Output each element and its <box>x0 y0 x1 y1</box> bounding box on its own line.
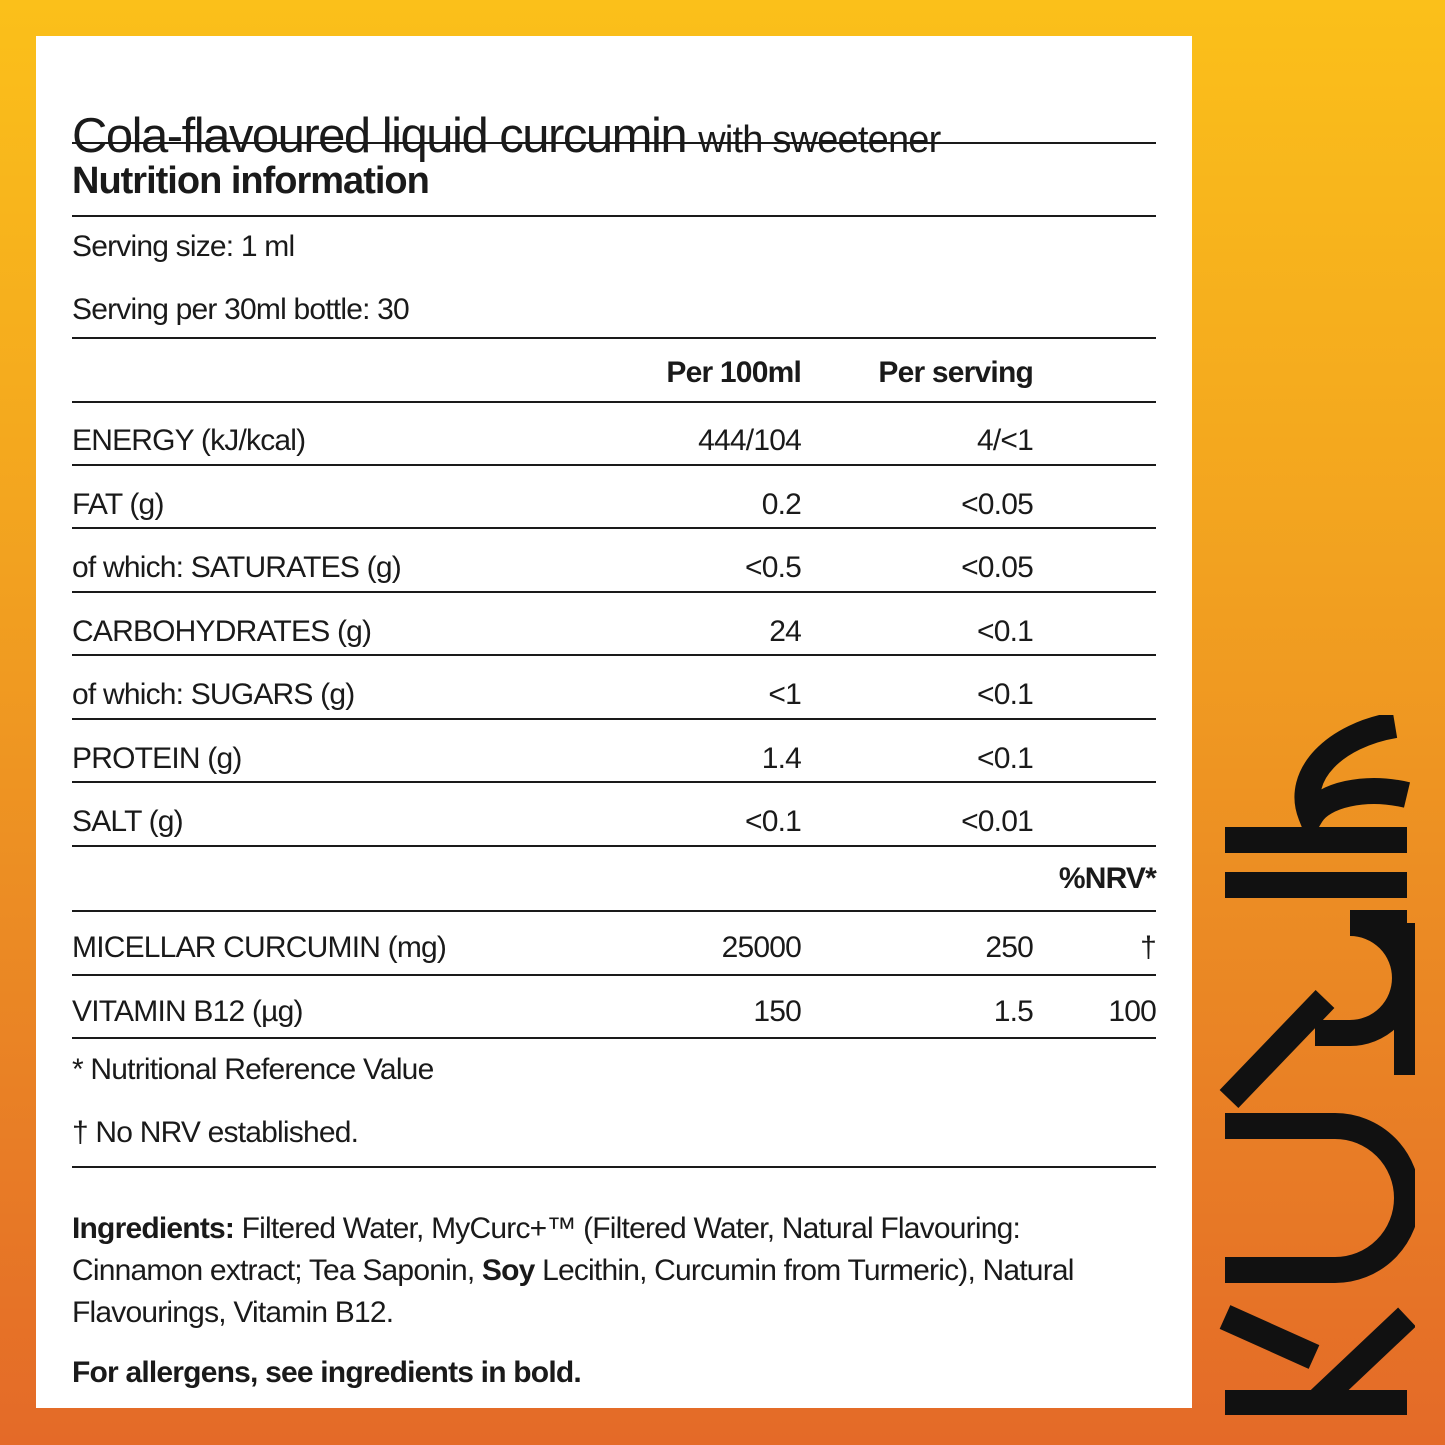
nutrition-panel <box>36 36 1192 1408</box>
divider <box>72 974 1156 976</box>
divider <box>72 1037 1156 1039</box>
divider <box>72 910 1156 912</box>
ingredients-text-1: Filtered Water, MyCurc+™ (Filtered Water, Natural Flavouring: Cinnamon extract; Tea Saponin, <box>72 1212 1021 1287</box>
nutrient-name: ENERGY (kJ/kcal) <box>72 424 306 457</box>
serving-size: Serving size: 1 ml <box>72 230 295 263</box>
value-per-100ml: <0.5 <box>744 551 801 584</box>
divider <box>72 718 1156 720</box>
divider <box>72 401 1156 403</box>
logo-letter-u <box>1225 1126 1407 1270</box>
value-per-100ml: 150 <box>753 994 801 1028</box>
logo-letter-r <box>1229 923 1407 1099</box>
nutrient-name: FAT (g) <box>72 487 164 521</box>
value-per-100ml: 25000 <box>721 931 801 964</box>
divider <box>72 142 1156 144</box>
value-per-100ml: 24 <box>769 614 801 648</box>
allergen-soy: Soy <box>481 1254 535 1287</box>
nutrient-name: of which: SUGARS (g) <box>72 678 355 711</box>
nutrient-name: VITAMIN B12 (µg) <box>72 994 303 1028</box>
divider <box>72 215 1156 217</box>
nrv-row <box>72 916 1156 979</box>
divider <box>72 781 1156 783</box>
value-per-100ml: <0.1 <box>744 805 801 838</box>
column-header-per-100ml: Per 100ml <box>666 356 801 389</box>
ingredients-label: Ingredients: <box>72 1212 235 1245</box>
divider <box>72 654 1156 656</box>
value-per-serving: <0.1 <box>976 678 1033 711</box>
product-title-sub: with sweetener <box>698 119 941 161</box>
value-per-serving: <0.01 <box>961 805 1033 838</box>
logo-letter-k <box>1225 1317 1407 1403</box>
divider <box>72 337 1156 339</box>
footnote-nrv: * Nutritional Reference Value <box>72 1053 434 1086</box>
column-header-per-serving: Per serving <box>878 356 1033 389</box>
nutrient-name: of which: SATURATES (g) <box>72 551 401 584</box>
nutrient-name: CARBOHYDRATES (g) <box>72 614 372 648</box>
nutrient-name: SALT (g) <box>72 805 183 838</box>
divider <box>72 845 1156 847</box>
allergen-note: For allergens, see ingredients in bold. <box>72 1356 581 1389</box>
value-per-100ml: 1.4 <box>761 741 801 775</box>
value-per-100ml: <1 <box>768 678 801 711</box>
divider <box>72 1166 1156 1168</box>
value-per-serving: 250 <box>985 931 1033 964</box>
nutrient-name: PROTEIN (g) <box>72 741 242 775</box>
ingredients-paragraph <box>72 1208 1156 1334</box>
value-nrv: † <box>1140 931 1156 964</box>
footnote-no-nrv: † No NRV established. <box>72 1116 359 1149</box>
nutrient-name: MICELLAR CURCUMIN (mg) <box>72 931 447 964</box>
value-per-serving: <0.05 <box>961 551 1033 584</box>
value-per-100ml: 444/104 <box>698 424 801 457</box>
column-header-nrv: %NRV* <box>1058 862 1156 895</box>
brand-logo <box>1215 715 1415 1415</box>
divider <box>72 591 1156 593</box>
servings-per-bottle: Serving per 30ml bottle: 30 <box>72 293 409 326</box>
value-nrv: 100 <box>1108 994 1156 1028</box>
product-title <box>72 108 940 164</box>
ingredients-text-2: Lecithin, Curcumin from Turmeric), Natural Flavourings, Vitamin B12. <box>72 1254 1074 1329</box>
nutrition-heading: Nutrition information <box>72 160 429 202</box>
value-per-serving: 4/<1 <box>976 424 1033 457</box>
divider <box>72 527 1156 529</box>
value-per-serving: <0.05 <box>961 487 1033 521</box>
value-per-serving: <0.1 <box>976 614 1033 648</box>
logo-letter-k2 <box>1225 725 1407 840</box>
divider <box>72 464 1156 466</box>
value-per-serving: 1.5 <box>993 994 1033 1028</box>
nrv-row <box>72 980 1156 1043</box>
value-per-100ml: 0.2 <box>761 487 801 521</box>
product-title-main: Cola-flavoured liquid curcumin <box>72 109 687 163</box>
value-per-serving: <0.1 <box>976 741 1033 775</box>
